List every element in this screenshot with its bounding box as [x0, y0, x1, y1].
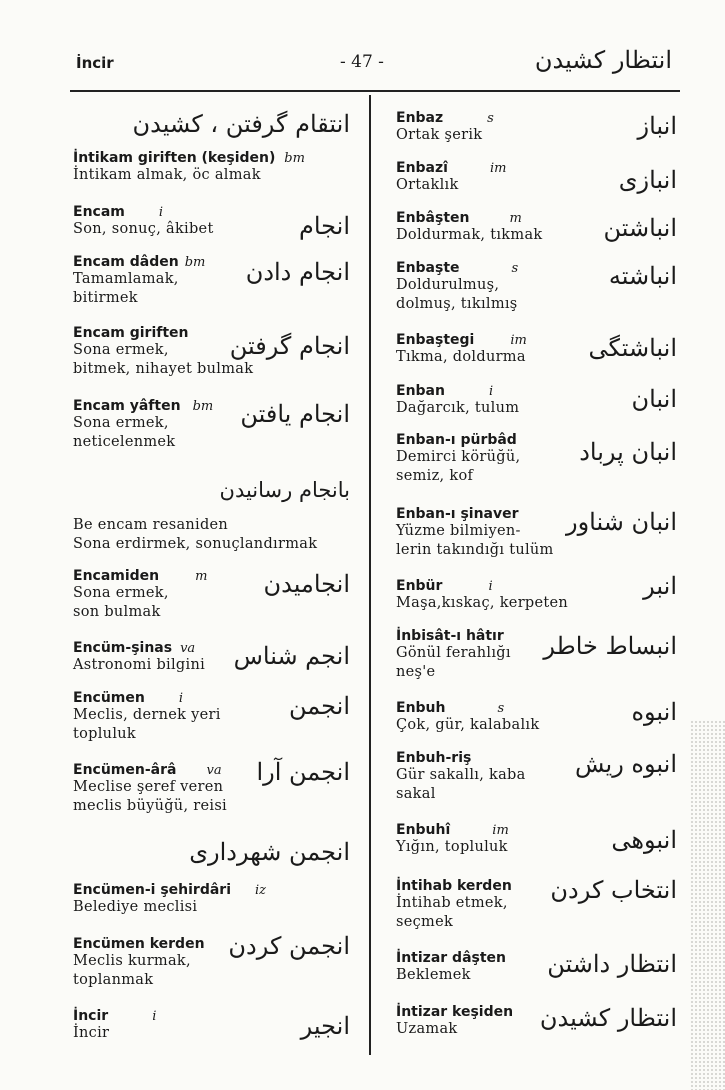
entry-headword: İncir: [73, 1008, 109, 1024]
dictionary-entry: [396, 210, 542, 245]
entry-arabic: انبوهی: [611, 826, 677, 854]
entry-grammar-tag: m: [509, 211, 522, 226]
entry-arabic: انبان شناور: [566, 508, 677, 536]
entry-headword: Encüm-şinas: [73, 640, 173, 656]
entry-definition: Dağarcık, tulum: [396, 400, 520, 416]
dictionary-entry: [396, 1004, 513, 1039]
entry-headword: Enbuhî: [396, 822, 451, 838]
entry-arabic: انجمن: [289, 692, 350, 720]
header-guide-word-right-arabic: انتظار كشيدن: [534, 46, 672, 74]
dictionary-entry: [396, 878, 512, 932]
entry-definition: Meclis, dernek yeri: [73, 707, 221, 723]
entry-grammar-tag: im: [492, 823, 509, 838]
entry-definition: Yüzme bilmiyen-: [396, 523, 521, 539]
entry-definition: Doldurulmuş,: [396, 277, 500, 293]
column-divider: [369, 95, 371, 1055]
entry-definition: seçmek: [396, 914, 454, 930]
entry-headword: Encümen kerden: [73, 936, 205, 952]
entry-headword: Encümen-ârâ: [73, 762, 177, 778]
arabic-headword: انجمن شهرداری: [189, 838, 350, 866]
entry-grammar-tag: im: [510, 333, 527, 348]
entry-arabic: انجام دادن: [245, 258, 350, 286]
entry-headword: Enbazî: [396, 160, 448, 176]
entry-headword: Encam: [73, 204, 125, 220]
entry-definition: topluluk: [73, 726, 136, 742]
entry-definition: Gür sakallı, kaba: [396, 767, 526, 783]
entry-definition: Yığın, topluluk: [396, 839, 508, 855]
entry-headword: İntihab kerden: [396, 878, 512, 894]
entry-arabic: انباشتن: [603, 214, 677, 242]
entry-headword: Enbaştegi: [396, 332, 475, 348]
entry-grammar-tag: s: [487, 111, 494, 126]
dictionary-entry: [396, 383, 519, 418]
entry-grammar-tag: i: [158, 205, 164, 220]
entry-arabic: انجم شناس: [233, 642, 350, 670]
arabic-headword: انتقام گرفتن ، كشيدن: [132, 110, 350, 138]
entry-definition: Demirci körüğü,: [396, 449, 521, 465]
entry-arabic: انبساط خاطر: [543, 632, 677, 660]
entry-grammar-tag: s: [511, 261, 519, 276]
dictionary-entry: [73, 516, 317, 554]
entry-definition: Çok, gür, kalabalık: [396, 717, 540, 733]
entry-arabic: انبان: [631, 385, 677, 413]
entry-arabic: انجمن آرا: [256, 758, 350, 786]
entry-definition: Astronomi bilgini: [73, 657, 206, 673]
entry-grammar-tag: bm: [184, 255, 206, 270]
entry-grammar-tag: bm: [284, 151, 305, 166]
entry-definition: Sona ermek,: [73, 342, 169, 358]
entry-headword: İnbisât-ı hâtır: [396, 628, 504, 644]
entry-grammar-tag: va: [206, 763, 222, 778]
entry-headword: Enban-ı şinaver: [396, 506, 519, 522]
entry-arabic: انباشته: [608, 262, 677, 290]
entry-arabic: انجير: [300, 1012, 350, 1040]
dictionary-entry: [396, 822, 509, 857]
entry-definition: Beklemek: [396, 967, 471, 983]
entry-definition: Uzamak: [396, 1021, 458, 1037]
entry-definition: Tıkma, doldurma: [396, 349, 526, 365]
entry-definition: dolmuş, tıkılmış: [396, 296, 518, 312]
entry-definition: bitmek, nihayet bulmak: [73, 361, 254, 377]
entry-definition: Meclis kurmak,: [73, 953, 191, 969]
entry-definition: bitirmek: [73, 290, 138, 306]
entry-headword: Encamiden: [73, 568, 160, 584]
entry-headword: İntikam giriften (keşiden): [73, 150, 276, 166]
entry-grammar-tag: va: [180, 641, 196, 656]
dictionary-entry: [73, 882, 266, 917]
entry-definition: Tamamlamak,: [73, 271, 179, 287]
dictionary-entry: [396, 160, 506, 195]
entry-arabic: انباز: [637, 112, 677, 140]
entry-headword: Encam dâden: [73, 254, 179, 270]
entry-headword: Enban: [396, 383, 445, 399]
entry-headword: Enbür: [396, 578, 443, 594]
entry-arabic: انبان پرباد: [579, 438, 677, 466]
entry-headword: Encam giriften: [73, 325, 189, 341]
entry-grammar-tag: i: [178, 691, 184, 706]
entry-arabic: انتظار كشيدن: [539, 1004, 677, 1032]
entry-arabic: انجام يافتن: [240, 400, 350, 428]
entry-definition: meclis büyüğü, reisi: [73, 798, 227, 814]
entry-headword: Encam yâften: [73, 398, 181, 414]
entry-definition: lerin takındığı tulüm: [396, 542, 554, 558]
dictionary-entry: [396, 750, 526, 804]
entry-arabic: انتخاب كردن: [550, 876, 677, 904]
entry-arabic: انبازی: [618, 166, 677, 194]
entry-grammar-tag: bm: [192, 399, 214, 414]
dictionary-entry: [73, 254, 205, 308]
entry-grammar-tag: i: [488, 579, 493, 594]
dictionary-entry: [73, 568, 207, 622]
entry-headword: Enbuh-riş: [396, 750, 472, 766]
entry-definition: Sona ermek,: [73, 415, 169, 431]
dictionary-entry: [396, 950, 506, 985]
dictionary-entry: [73, 690, 221, 744]
dictionary-entry: [396, 110, 494, 145]
entry-grammar-tag: s: [497, 701, 505, 716]
entry-definition: Maşa,kıskaç, kerpeten: [396, 595, 569, 611]
dictionary-entry: [73, 150, 305, 185]
dictionary-entry: [396, 432, 520, 486]
entry-definition: semiz, kof: [396, 468, 474, 484]
entry-headword: Enbaz: [396, 110, 444, 126]
entry-headword: Encümen-i şehirdâri: [73, 882, 231, 898]
entry-headword: Encümen: [73, 690, 145, 706]
arabic-headword: بانجام رسانيدن: [219, 478, 350, 502]
entry-arabic: انجمن كردن: [228, 932, 350, 960]
entry-definition: son bulmak: [73, 604, 161, 620]
entry-definition: Belediye meclisi: [73, 899, 198, 915]
entry-grammar-tag: i: [488, 384, 494, 399]
entry-definition: sakal: [396, 786, 436, 802]
entry-arabic: انتظار داشتن: [547, 950, 677, 978]
page-number: - 47 -: [340, 52, 384, 72]
page-edge-texture: [690, 720, 725, 1090]
entry-headword: Enbâşten: [396, 210, 470, 226]
dictionary-entry: [73, 204, 214, 239]
dictionary-entry: [396, 506, 554, 560]
entry-headword: Enban-ı pürbâd: [396, 432, 517, 448]
dictionary-entry: [396, 332, 527, 367]
entry-definition: Gönül ferahlığı: [396, 645, 511, 661]
dictionary-entry: [73, 762, 227, 816]
header-guide-word-left: İncir: [76, 54, 114, 72]
entry-definition: İntihab etmek,: [396, 895, 508, 911]
entry-headword: Enbuh: [396, 700, 446, 716]
entry-arabic: انجام: [298, 212, 350, 240]
entry-definition: Doldurmak, tıkmak: [396, 227, 543, 243]
dictionary-entry: [73, 640, 205, 675]
entry-grammar-tag: m: [195, 569, 208, 584]
entry-definition: İncir: [73, 1025, 110, 1041]
entry-definition: İntikam almak, öc almak: [73, 167, 261, 183]
entry-definition: Ortak şerik: [396, 127, 483, 143]
entry-headword: Be encam resaniden: [73, 517, 229, 533]
entry-headword: İntizar dâşten: [396, 950, 506, 966]
entry-headword: Enbaşte: [396, 260, 460, 276]
entry-definition: neş'e: [396, 664, 436, 680]
entry-grammar-tag: im: [489, 161, 507, 176]
dictionary-entry: [73, 398, 213, 452]
dictionary-entry: [396, 700, 539, 735]
dictionary-entry: [73, 1008, 156, 1043]
entry-definition: Meclise şeref veren: [73, 779, 224, 795]
entry-grammar-tag: i: [152, 1009, 157, 1024]
entry-definition: Ortaklık: [396, 177, 459, 193]
entry-definition: Sona ermek,: [73, 585, 169, 601]
entry-arabic: انبر: [643, 572, 677, 600]
dictionary-entry: [73, 325, 253, 379]
entry-definition: toplanmak: [73, 972, 154, 988]
entry-definition: neticelenmek: [73, 434, 176, 450]
entry-arabic: انبوه ريش: [574, 750, 677, 778]
entry-arabic: انجاميدن: [263, 570, 350, 598]
entry-headword: İntizar keşiden: [396, 1004, 514, 1020]
entry-arabic: انبوه: [631, 698, 677, 726]
dictionary-entry: [396, 260, 518, 314]
entry-grammar-tag: iz: [255, 883, 267, 898]
entry-definition: Son, sonuç, âkibet: [73, 221, 214, 237]
entry-arabic: انباشتگی: [588, 334, 677, 362]
dictionary-entry: [73, 936, 205, 990]
entry-definition: Sona erdirmek, sonuçlandırmak: [73, 536, 318, 552]
dictionary-entry: [396, 628, 511, 682]
header-rule: [70, 90, 680, 92]
dictionary-entry: [396, 578, 568, 613]
entry-arabic: انجام گرفتن: [229, 332, 350, 360]
